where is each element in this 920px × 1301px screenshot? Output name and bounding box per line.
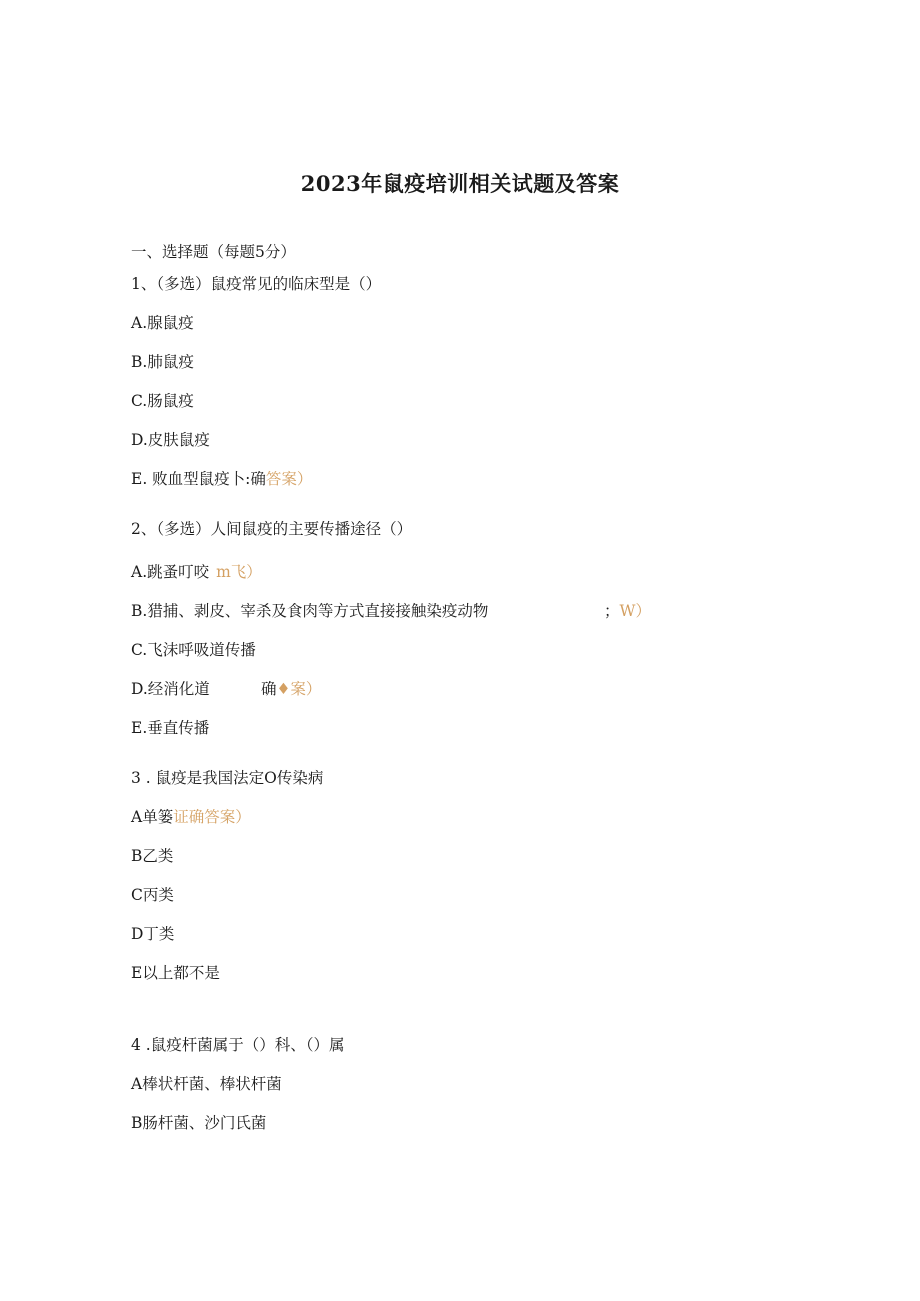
- option-mark: 确: [261, 680, 277, 698]
- question-3-stem: 3 . 鼠疫是我国法定O传染病: [131, 769, 324, 787]
- question-2-option-d: [131, 679, 210, 699]
- question-1-option-c: C.肠鼠疫: [131, 392, 194, 410]
- question-2-option-d-marks: [261, 679, 321, 699]
- answer-mark: W）: [619, 602, 651, 620]
- question-2-option-b-marks: [604, 601, 651, 621]
- question-1-option-a: A.腺鼠疫: [131, 314, 194, 332]
- answer-mark: 证确答案）: [173, 808, 251, 826]
- question-3-option-c: C丙类: [131, 886, 174, 904]
- question-3-option-b: B乙类: [131, 847, 174, 865]
- question-2-option-c: C.飞沫呼吸道传播: [131, 641, 256, 659]
- question-4-option-b: B肠杆菌、沙门氏菌: [131, 1114, 267, 1132]
- question-2-option-e: E.垂直传播: [131, 719, 210, 737]
- question-3-option-d: D丁类: [131, 925, 175, 943]
- question-2-option-b: [131, 601, 488, 621]
- question-4-option-a: A棒状杆菌、棒状杆菌: [131, 1075, 282, 1093]
- option-text: A.跳蚤叮咬: [131, 563, 210, 581]
- question-3-option-e: E以上都不是: [131, 964, 220, 982]
- question-1-option-b: B.肺鼠疫: [131, 353, 194, 371]
- answer-mark: 答案）: [265, 470, 313, 488]
- option-text: D.经消化道: [131, 680, 210, 698]
- question-4-stem: 4 .鼠疫杆菌属于（）科、（）属: [131, 1036, 345, 1054]
- option-text: B.猎捕、剥皮、宰杀及食肉等方式直接接触染疫动物: [131, 602, 489, 620]
- option-text: A单篓: [131, 808, 174, 826]
- question-1-stem: 1、（多选）鼠疫常见的临床型是（）: [131, 275, 382, 293]
- document-title: 2023年鼠疫培训相关试题及答案: [300, 171, 620, 196]
- question-1-option-e: [131, 469, 312, 489]
- answer-mark: m飞）: [216, 563, 262, 581]
- question-2-stem: 2、（多选）人间鼠疫的主要传播途径（）: [131, 520, 413, 538]
- answer-mark: ♦案）: [276, 680, 322, 698]
- option-text: E. 败血型鼠疫卜:确: [131, 470, 266, 488]
- question-3-option-a: [131, 807, 251, 827]
- option-mark: ；: [604, 602, 620, 620]
- section-heading: 一、选择题（每题5分）: [131, 243, 296, 261]
- question-2-option-a: [131, 562, 262, 582]
- question-1-option-d: D.皮肤鼠疫: [131, 431, 210, 449]
